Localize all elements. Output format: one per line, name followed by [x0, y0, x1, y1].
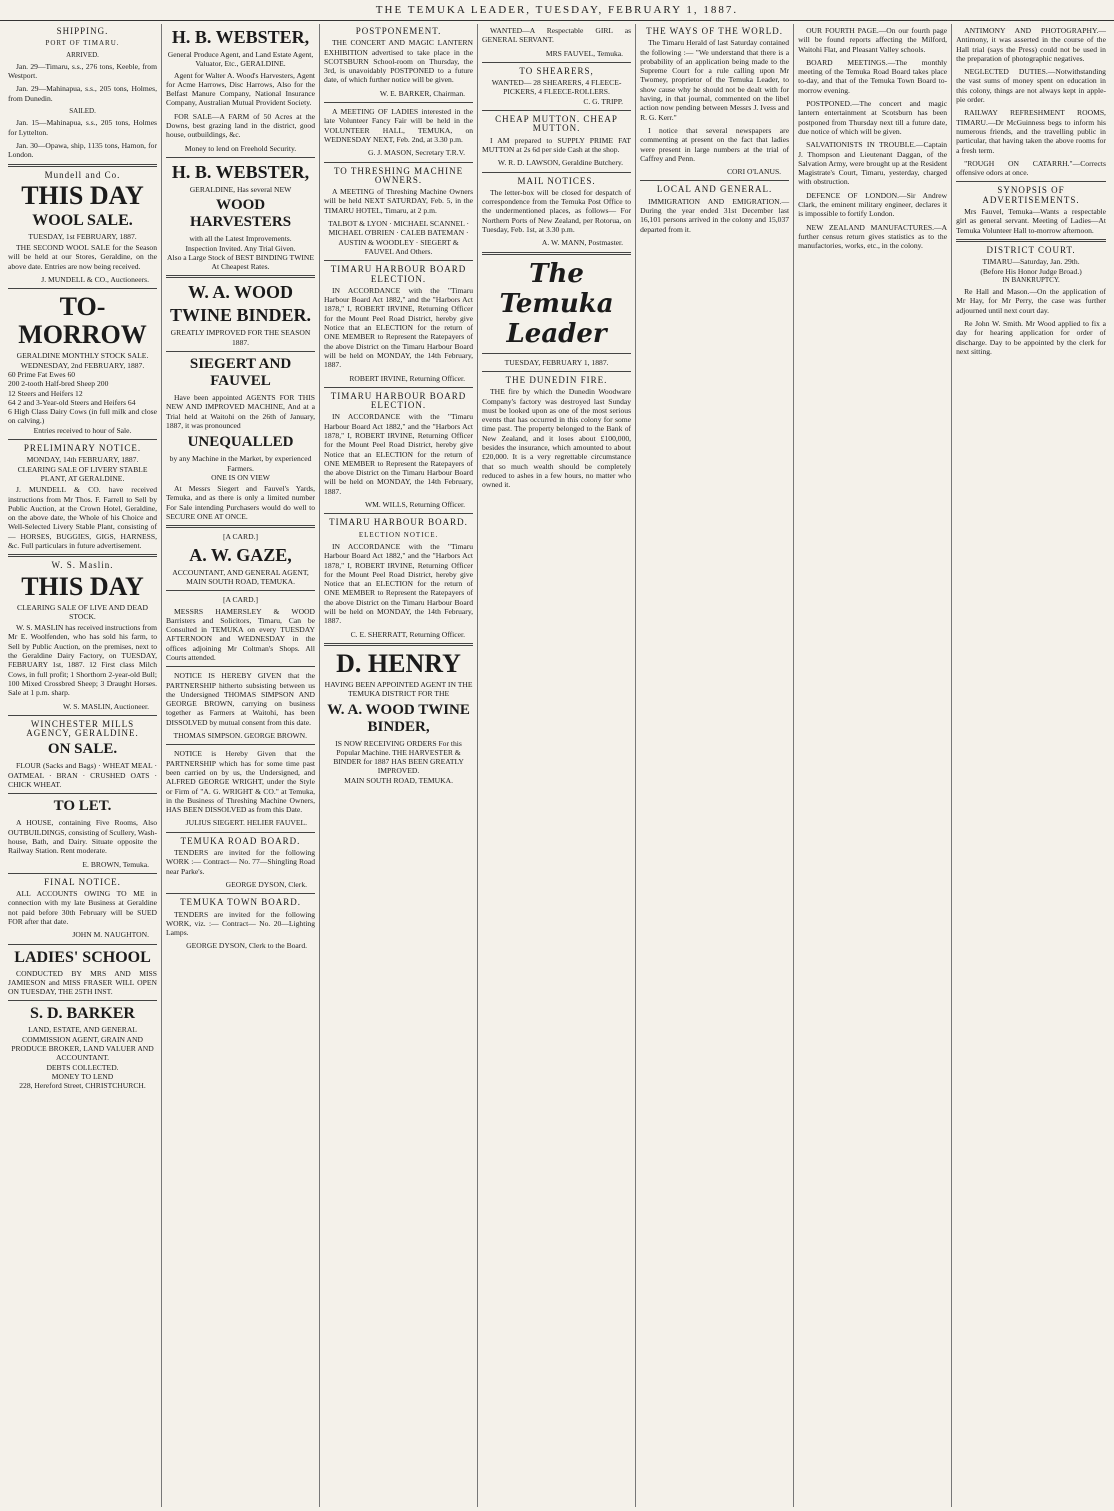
harbour-heading-2: TIMARU HARBOUR BOARD ELECTION.: [330, 390, 467, 411]
bankruptcy-label: IN BANKRUPTCY.: [1002, 275, 1060, 284]
local-item: RAILWAY REFRESHMENT ROOMS, TIMARU.—Dr McGuinness begs to inform his numerous friends, and the travelling public in particular, that having taken the above rooms for a fresh term.: [956, 108, 1106, 155]
columns: [4, 24, 1110, 1507]
fire-text: THE fire by which the Dunedin Woodware Company's factory was destroyed last Sunday must be looked upon as one of the most serious events that has occurred in this colony for some time past. The property belonged to the Bank of New Zealand, and it loses about £100,000, besides the insurance, which amounted to about £20,000. It is a very regrettable circumstance that so much wealth should be completely reduced to ashes in a few hours, no matter who owned it.: [482, 387, 632, 490]
local-item: "ROUGH ON CATARRH."—Corrects offensive odors at once.: [956, 158, 1106, 178]
threshing-names: TALBOT & LYON · MICHAEL SCANNEL · MICHAEL O'BRIEN · CALEB BATEMAN · AUSTIN & WOODLEY · SIEGERT & FAUVEL And Others.: [328, 219, 469, 256]
local-item: SALVATIONISTS IN TROUBLE.—Captain J. Thompson and Lieutenant Daggan, of the Salvation Army, were brought up at the Resident Magistrate's Court, Timaru, yesterday, charged with obstruction.: [798, 140, 948, 187]
card-label: [A CARD.]: [223, 532, 259, 542]
local-item: POSTPONED.—The concert and magic lantern entertainment at Scotsburn has been postponed from Thursday next till a future date, due notice of which will be given.: [798, 99, 948, 136]
entries-note: Entries received to hour of Sale.: [33, 425, 132, 435]
sailed-label: SAILED.: [69, 107, 96, 116]
partnership-notice: NOTICE IS HEREBY GIVEN that the PARTNERSHIP hitherto subsisting between us the Undersigned THOMAS SIMPSON AND GEORGE BROWN, carrying on business together as Farmers at Waitohi, has been DISSOLVED by mutual consent from this date.: [166, 671, 316, 727]
local-item: NEGLECTED DUTIES.—Notwithstanding the vast sums of money spent on education in this colony, things are not always kept in apple-pie order.: [956, 67, 1106, 105]
stock-line: 64 2 and 3-Year-old Steers and Heifers 64: [8, 397, 136, 407]
road-board-heading: TEMUKA ROAD BOARD.: [180, 835, 301, 846]
maslin-text: W. S. MASLIN has received instructions from Mr E. Woolfenden, who has sold his farm, to Sell by Public Auction, on the premises, next to the Geraldine Dairy Factory, on TUESDAY, FEBRUARY 1st, 1887. 12 First class Milch Cows, in full profit; 1 Shorthorn 2-year-old Bull; 100 Mixed Crossbred Sheep; 3 Draught Horses. Sale at 1 p.m. sharp.: [8, 623, 158, 698]
court-text-2: Re John W. Smith. Mr Wood applied to fix a day for hearing application for order of discharge. Day to be appointed by the clerk for next sitting.: [956, 319, 1106, 356]
webster-text: Agent for Walter A. Wood's Harvesters, Agent for Acme Harrows, Disc Harrows, Also for the Belfast Manure Company, National Insurance Company, Australian Mutual Provident Society.: [166, 70, 316, 108]
improved-line: GREATLY IMPROVED FOR THE SEASON 1887.: [170, 328, 311, 347]
address-line: 228, Hereford Street, CHRISTCHURCH.: [19, 1081, 146, 1091]
local-item: ANTIMONY AND PHOTOGRAPHY.—Antimony, it was asserted in the course of the Hall trial (says the Press) could not be used in the preparation of photographic negatives.: [956, 26, 1106, 63]
auctioneer-heading: W. S. Maslin.: [51, 560, 114, 571]
fire-heading: THE DUNEDIN FIRE.: [505, 374, 608, 385]
ladies-school-text: CONDUCTED BY MRS AND MISS JAMIESON and MISS FRASER WILL OPEN ON TUESDAY, THE 25TH INST.: [8, 968, 158, 997]
arrival-entry: Jan. 29—Mahinapua, s.s., 205 tons, Holmes, from Dunedin.: [8, 84, 158, 103]
wa-wood-headline: W. A. WOOD: [188, 282, 294, 303]
clearing-text: J. MUNDELL & CO. have received instructions from Mr Thos. F. Farrell to Sell by Public Auction, at the Crown Hotel, Geraldine, on the above date, the Whole of his Choice and Well-Selected Livery Stable Plant, consisting of— HORSES, BUGGIES, GIGS, HARNESS, &c. Full particulars in future advertisement.: [8, 485, 158, 550]
webster-subtitle: GERALDINE, Has several NEW: [189, 184, 292, 194]
shearers-heading: TO SHEARERS,: [519, 65, 594, 76]
local-item: DEFENCE OF LONDON.—Sir Andrew Clark, the eminent military engineer, declares it is impossible to fortify London.: [798, 190, 948, 219]
wood-harvesters-sub: with all the Latest Improvements.: [189, 234, 292, 244]
ladies-meeting-text: A MEETING OF LADIES interested in the late Volunteer Fancy Fair will be held in the VOLUNTEER HALL, TEMUKA, on WEDNESDAY NEXT, Feb. 2nd, at 3.30 p.m.: [324, 107, 474, 144]
preliminary-heading: PRELIMINARY NOTICE.: [23, 443, 142, 454]
election-signature: C. E. SHERRATT, Returning Officer.: [350, 629, 466, 639]
town-board-heading: TEMUKA TOWN BOARD.: [180, 897, 301, 908]
stock-line: 12 Steers and Heifers 12: [8, 388, 83, 398]
stock-line: 60 Prime Fat Ewes 60: [8, 369, 76, 379]
gaze-address: MAIN SOUTH ROAD, TEMUKA.: [186, 576, 295, 586]
postponement-signature: W. E. BARKER, Chairman.: [379, 88, 466, 98]
partnership-notice-2: NOTICE is Hereby Given that the PARTNERSHIP which has for some time past been carried on by us, the Undersigned, and ALFRED GEORGE WRIGHT, under the Style or Firm of "A. G. WRIGHT & CO." at Temuka, in the Business of Threshing Machine Owners, HAS BEEN DISSOLVED as from this Date.: [166, 749, 316, 815]
partnership-signature: THOMAS SIMPSON. GEORGE BROWN.: [173, 731, 308, 741]
synopsis-heading: SYNOPSIS OF ADVERTISEMENTS.: [982, 185, 1080, 205]
stock-line: 6 High Class Dairy Cows (in full milk and close on calving.): [8, 407, 158, 426]
final-notice-signature: JOHN M. NAUGHTON.: [72, 930, 150, 940]
postponement-text: THE CONCERT AND MAGIC LANTERN EXHIBITION advertised to take place in the SCOTSBURN School-room on Thursday, the 3rd, is unavoidably POSTPONED to a future date, of which further notice will be given.: [324, 38, 474, 85]
webster-headline: H. B. WEBSTER,: [171, 161, 310, 182]
stock-line: 200 2-tooth Half-bred Sheep 200: [8, 379, 109, 389]
siegert-text: Have been appointed AGENTS FOR THIS NEW AND IMPROVED MACHINE, And at a Trial held at Waitohi on the 26th of January, 1887, it was pronounced: [166, 393, 316, 430]
road-board-signature: GEORGE DYSON, Clerk.: [225, 879, 308, 889]
webster-subtitle: General Produce Agent, and Land Estate Agent, Valuator, Etc., GERALDINE.: [167, 50, 314, 69]
sailing-entry: Jan. 30—Opawa, ship, 1135 tons, Hamon, for London.: [8, 140, 158, 160]
gaze-subtitle: ACCOUNTANT, AND GENERAL AGENT,: [172, 567, 309, 577]
to-let-text: A HOUSE, containing Five Rooms, Also OUTBUILDINGS, consisting of Scullery, Wash-house, Bath, and Dairy. Situate opposite the Railway Station. Rent moderate.: [8, 818, 158, 856]
town-board-signature: GEORGE DYSON, Clerk to the Board.: [186, 941, 308, 951]
inspection-line: Inspection Invited. Any Trial Given.: [185, 243, 296, 253]
postponement-heading: POSTPONEMENT.: [355, 26, 442, 36]
masthead: THE TEMUKA LEADER, TUESDAY, FEBRUARY 1, 1887.: [0, 0, 1114, 21]
this-day-headline: THIS DAY: [21, 571, 144, 601]
ways-heading: THE WAYS OF THE WORLD.: [646, 26, 784, 36]
to-let-signature: E. BROWN, Temuka.: [82, 859, 150, 869]
column-1: [4, 24, 162, 1507]
column-7: [952, 24, 1110, 1507]
henry-twine-headline: W. A. WOOD TWINE BINDER,: [327, 701, 470, 735]
money-line: Money to lend on Freehold Security.: [184, 143, 297, 153]
preliminary-date: MONDAY, 14th FEBRUARY, 1887.: [26, 455, 139, 465]
wood-harvesters-headline: WOOD HARVESTERS: [189, 197, 292, 231]
local-item: BOARD MEETINGS.—The monthly meeting of the Temuka Road Board takes place to-day, and that of the Temuka Town Board to-morrow evening.: [798, 57, 948, 95]
henry-address: MAIN SOUTH ROAD, TEMUKA.: [344, 775, 453, 785]
local-text: IMMIGRATION AND EMIGRATION.—During the year ended 31st December last 16,101 persons arrived in the colony and 15,037 departed from it.: [640, 196, 790, 234]
town-board-text: TENDERS are invited for the following WORK, viz. :— Contract— No. 20—Lighting Lamps.: [166, 909, 316, 938]
shearers-signature: C. G. TRIPP.: [583, 96, 624, 106]
paper-title: The Temuka Leader: [499, 258, 614, 349]
district-court-heading: DISTRICT COURT.: [986, 244, 1076, 255]
monthly-sale-date: WEDNESDAY, 2nd FEBRUARY, 1887.: [20, 360, 145, 370]
sailing-entry: Jan. 15—Mahinapua, s.s., 205 tons, Holmes for Lyttelton.: [8, 118, 158, 137]
harbour-heading-3: TIMARU HARBOUR BOARD.: [329, 517, 468, 528]
election-text: IN ACCORDANCE with the "Timaru Harbour Board Act 1882," and the "Harbors Act 1878," I, ROBERT IRVINE, Returning Officer for the Mount Peel Road District, hereby give Notice that an ELECTION for the return of ONE MEMBER to Represent the Ratepayers of the above District on the Timaru Harbour Board will be held on MONDAY, the 14th February, 1887.: [324, 541, 474, 626]
harbour-text-2: IN ACCORDANCE with the "Timaru Harbour Board Act 1882," and the "Harbors Act 1878," I, ROBERT IRVINE, Returning Officer for the Mount Peel Road District, hereby give Notice that an ELECTION for the return of ONE MEMBER to Represent the Ratepayers of the above District on the Timaru Harbour Board will be held on MONDAY, the 14th February, 1887.: [324, 412, 474, 496]
wanted-text: WANTED—A Respectable GIRL as GENERAL SERVANT.: [482, 26, 632, 45]
winchester-heading: WINCHESTER MILLS AGENCY, GERALDINE.: [26, 718, 139, 739]
mail-signature: A. W. MANN, Postmaster.: [541, 238, 624, 248]
partnership-signature-2: JULIUS SIEGERT. HELIER FAUVEL.: [185, 818, 308, 828]
column-3: [320, 24, 478, 1507]
local-item: NEW ZEALAND MANUFACTURES.—A further census return gives statistics as to the manufactories, works, etc., in the colony.: [798, 222, 948, 251]
siegert-headline: SIEGERT AND FAUVEL: [189, 356, 292, 390]
on-sale-items: FLOUR (Sacks and Bags) · WHEAT MEAL · OATMEAL · BRAN · CRUSHED OATS · CHICK WHEAT.: [8, 761, 158, 790]
on-sale-headline: ON SALE.: [47, 741, 118, 758]
threshing-heading: TO THRESHING MACHINE OWNERS.: [333, 165, 464, 185]
ladies-school-headline: LADIES' SCHOOL: [14, 948, 151, 966]
monthly-sale-title: GERALDINE MONTHLY STOCK SALE.: [16, 351, 149, 361]
unequalled-headline: UNEQUALLED: [187, 434, 294, 451]
harbour-signature: ROBERT IRVINE, Returning Officer.: [349, 373, 466, 383]
mutton-heading: CHEAP MUTTON. CHEAP MUTTON.: [495, 114, 618, 134]
ways-text-2: I notice that several newspapers are commenting at present on the fact that ladies were present in large numbers at the trial of Caffrey and Penn.: [640, 125, 790, 163]
gaze-headline: A. W. GAZE,: [189, 544, 292, 565]
siegert-text-2: by any Machine in the Market, by experienced Farmers.: [169, 454, 312, 473]
local-heading: LOCAL AND GENERAL.: [656, 184, 773, 195]
court-date: TIMARU—Saturday, Jan. 29th.: [982, 257, 1080, 267]
court-judge: (Before His Honor Judge Broad.): [980, 266, 1082, 276]
column-2: [162, 24, 320, 1507]
column-5: [636, 24, 794, 1507]
ways-text: The Timaru Herald of last Saturday contained the following :— "We understand that there is a probability of an application being made to the Supreme Court for a rule calling upon Mr Twomey, proprietor of the Temuka Leader, to show cause why he should not be dealt with for having, in that journal, commented on the libel action now pending between Messrs J. Ivess and R. G. Kerr.": [640, 38, 790, 122]
shearers-text: WANTED— 28 SHEARERS, 4 FLEECE-PICKERS, 4 FLEECE-ROLLERS.: [491, 78, 622, 97]
wool-sale-text: THE SECOND WOOL SALE for the Season will be held at our Stores, Geraldine, on the above date. Entries are now being received.: [8, 243, 158, 271]
twine-line: Also a Large Stock of BEST BINDING TWINE At Cheapest Rates.: [167, 252, 315, 272]
wool-sale-date: TUESDAY, 1st FEBRUARY, 1887.: [28, 231, 137, 241]
threshing-text: A MEETING of Threshing Machine Owners will be held NEXT SATURDAY, Feb. 5, in the TIMARU HOTEL, Timaru, at 2 p.m.: [324, 187, 474, 215]
column-4: [478, 24, 636, 1507]
webster-headline: H. B. WEBSTER,: [171, 27, 310, 47]
election-notice-heading: ELECTION NOTICE.: [358, 530, 439, 539]
sdb-text: LAND, ESTATE, AND GENERAL COMMISSION AGENT, GRAIN AND PRODUCE BROKER, LAND VALUER AND ACCOUNTANT.: [11, 1025, 154, 1063]
maslin-signature: W. S. MASLIN, Auctioneer.: [63, 701, 150, 711]
twine-binder-headline: TWINE BINDER.: [170, 305, 312, 326]
final-notice-heading: FINAL NOTICE.: [44, 876, 121, 887]
wool-sale-headline: WOOL SALE.: [32, 211, 133, 229]
arrived-label: ARRIVED.: [66, 50, 99, 59]
road-board-text: TENDERS are invited for the following WORK :— Contract— No. 77—Shingling Road near Parke's.: [166, 848, 316, 876]
siegert-text-3: At Messrs Siegert and Fauvel's Yards, Temuka, and as there is only a limited number For Sale intending Purchasers would do well to SECURE ONE AT ONCE.: [166, 484, 316, 522]
shipping-heading: SHIPPING.: [56, 26, 109, 36]
court-text: Re Hall and Mason.—On the application of Mr Hay, for Mr Perry, the case was further adjourned until next court day.: [956, 287, 1106, 315]
port-heading: PORT OF TIMARU.: [45, 39, 120, 48]
debts-line: DEBTS COLLECTED.: [46, 1062, 119, 1072]
harbour-signature-2: WM. WILLS, Returning Officer.: [364, 500, 466, 510]
auctioneer-heading: Mundell and Co.: [44, 169, 121, 180]
for-sale-text: FOR SALE—A FARM of 50 Acres at the Downs, best grazing land in the district, good house, outbuildings, &c.: [166, 111, 316, 140]
harbour-text: IN ACCORDANCE with the "Timaru Harbour Board Act 1882," and the "Harbors Act 1878," I, ROBERT IRVINE, Returning Officer for the Mount Peel Road District, hereby give Notice that an ELECTION for the return of ONE MEMBER to Represent the Ratepayers of the above District on the Timaru Harbour Board will be held on MONDAY, the 14th February, 1887.: [324, 285, 474, 370]
henry-text-2: IS NOW RECEIVING ORDERS For this Popular Machine. THE HARVESTER & BINDER for 1887 HAS BEEN GREATLY IMPROVED.: [333, 738, 464, 776]
column-6: [794, 24, 952, 1507]
this-day-headline: THIS DAY: [21, 180, 144, 210]
mail-heading: MAIL NOTICES.: [517, 175, 596, 186]
mutton-signature: W. R. D. LAWSON, Geraldine Butchery.: [497, 158, 624, 168]
henry-text: HAVING BEEN APPOINTED AGENT IN THE TEMUKA DISTRICT FOR THE: [324, 679, 473, 699]
on-view-line: ONE IS ON VIEW: [211, 472, 270, 482]
card-label: [A CARD.]: [223, 595, 259, 605]
local-item: OUR FOURTH PAGE.—On our fourth page will be found reports affecting the Milford, Waitohi Flat, and Pleasant Valley schools.: [798, 26, 948, 54]
henry-headline: D. HENRY: [336, 648, 461, 678]
ladies-meeting-signature: G. J. MASON, Secretary T.R.V.: [368, 148, 466, 158]
clearing-title: CLEARING SALE OF LIVE AND DEAD STOCK.: [17, 602, 148, 621]
money-line: MONEY TO LEND: [51, 1071, 114, 1081]
harbour-heading: TIMARU HARBOUR BOARD ELECTION.: [330, 264, 467, 284]
issue-date: TUESDAY, FEBRUARY 1, 1887.: [504, 357, 609, 367]
wool-sale-signature: J. MUNDELL & CO., Auctioneers.: [41, 275, 150, 285]
wanted-signature: MRS FAUVEL, Temuka.: [545, 48, 624, 58]
sdb-headline: S. D. BARKER: [30, 1005, 135, 1023]
final-notice-text: ALL ACCOUNTS OWING TO ME in connection with my late Business at Geraldine not paid before 30th February will be SUED FOR after that date.: [8, 889, 158, 926]
mutton-text: I AM prepared to SUPPLY PRIME FAT MUTTON at 2s 6d per side Cash at the shop.: [482, 135, 632, 154]
mail-text: The letter-box will be closed for despatch of correspondence from the Temuka Post Office to the undermentioned places, as follows— For Northern Ports of New Zealand, per Rotorua, on Tuesday, Feb. 1st, at 3.30 p.m.: [482, 187, 632, 235]
clearing-title: CLEARING SALE OF LIVERY STABLE PLANT, AT GERALDINE.: [17, 464, 148, 483]
ways-signature: CORI O'LANUS.: [726, 167, 782, 177]
hamersley-text: MESSRS HAMERSLEY & WOOD Barristers and Solicitors, Timaru, Can be Consulted in TEMUKA on every TUESDAY AFTERNOON and WEDNESDAY in the offices adjoining Mr Coltman's Shops. All Courts attended.: [166, 606, 316, 662]
arrival-entry: Jan. 29—Timaru, s.s., 276 tons, Keeble, from Westport.: [8, 61, 158, 81]
tomorrow-headline: TO-MORROW: [18, 292, 147, 350]
synopsis-text: Mrs Fauvel, Temuka—Wants a respectable girl as general servant. Meeting of Ladies—At Temuka Volunteer Hall to-morrow afternoon.: [956, 207, 1106, 235]
to-let-headline: TO LET.: [53, 798, 112, 815]
